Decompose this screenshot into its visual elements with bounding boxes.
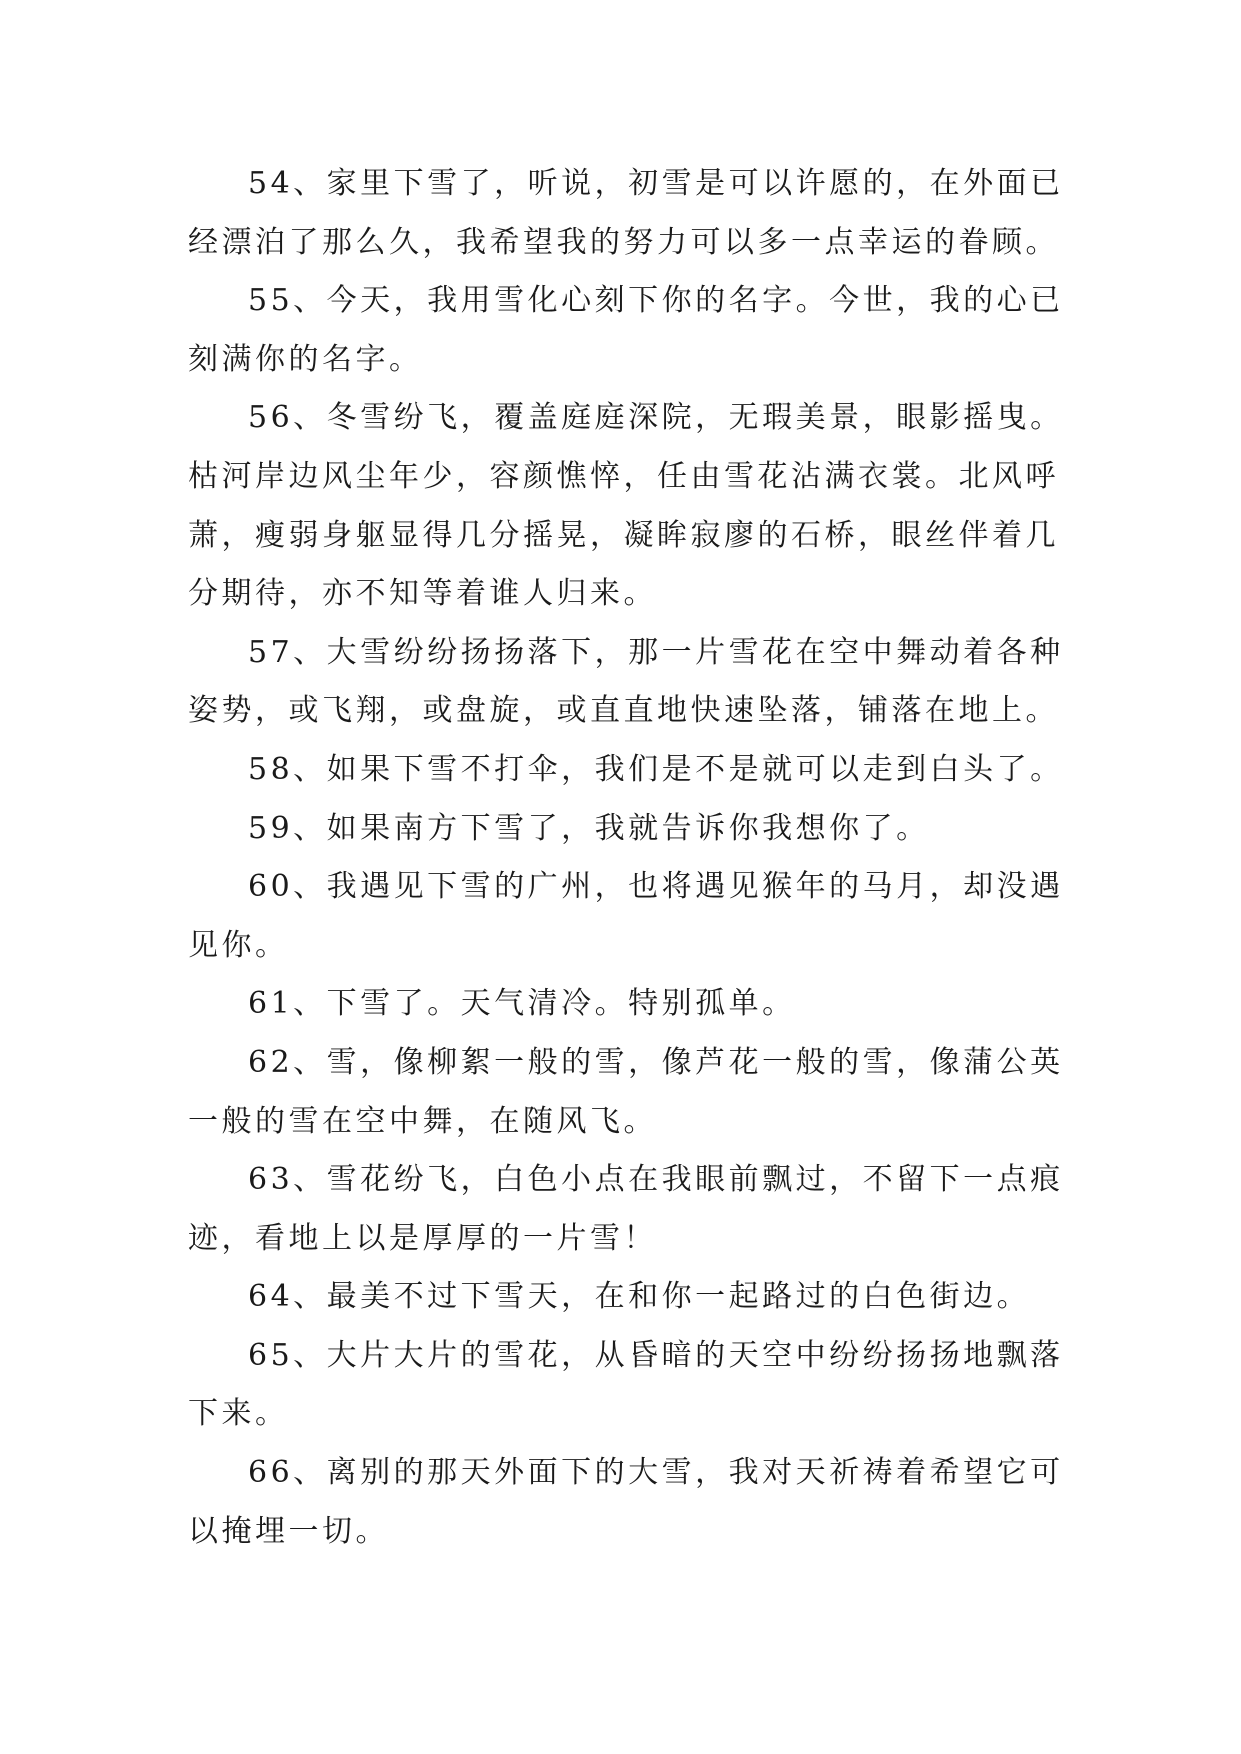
paragraph-54: [188, 155, 1068, 272]
paragraph-line: 58、如果下雪不打伞，我们是不是就可以走到白头了。: [248, 751, 1064, 787]
paragraph-line: 枯河岸边风尘年少，容颜憔悴，任由雪花沾满衣裳。北风呼: [188, 458, 1059, 494]
paragraph-line: 65、大片大片的雪花，从昏暗的天空中纷纷扬扬地飘落: [248, 1337, 1064, 1373]
paragraph-55: [188, 272, 1068, 389]
paragraph-line: 姿势，或飞翔，或盘旋，或直直地快速坠落，铺落在地上。: [188, 693, 1059, 729]
paragraph-56: [188, 389, 1068, 623]
paragraph-58: [188, 741, 1068, 800]
paragraph-61: [188, 975, 1068, 1034]
paragraph-line: 迹，看地上以是厚厚的一片雪！: [188, 1220, 657, 1256]
paragraph-line: 61、下雪了。天气清冷。特别孤单。: [248, 986, 796, 1022]
paragraph-line: 下来。: [188, 1396, 289, 1432]
paragraph-62: [188, 1034, 1068, 1151]
paragraph-line: 一般的雪在空中舞，在随风飞。: [188, 1103, 657, 1139]
paragraph-60: [188, 858, 1068, 975]
paragraph-line: 59、如果南方下雪了，我就告诉你我想你了。: [248, 810, 930, 846]
paragraph-64: [188, 1268, 1068, 1327]
paragraph-line: 54、家里下雪了，听说，初雪是可以许愿的，在外面已: [248, 166, 1064, 201]
paragraph-line: 57、大雪纷纷扬扬落下，那一片雪花在空中舞动着各种: [248, 634, 1064, 670]
paragraph-59: [188, 800, 1068, 859]
paragraph-line: 见你。: [188, 927, 289, 963]
paragraph-line: 经漂泊了那么久，我希望我的努力可以多一点幸运的眷顾。: [188, 224, 1059, 260]
paragraph-57: [188, 624, 1068, 741]
paragraph-65: [188, 1327, 1068, 1444]
paragraph-line: 56、冬雪纷飞，覆盖庭庭深院，无瑕美景，眼影摇曳。: [248, 400, 1064, 436]
paragraph-line: 62、雪，像柳絮一般的雪，像芦花一般的雪，像蒲公英: [248, 1044, 1064, 1080]
paragraph-line: 分期待，亦不知等着谁人归来。: [188, 576, 657, 612]
document-body: [188, 155, 1068, 1561]
paragraph-63: [188, 1151, 1068, 1268]
paragraph-line: 60、我遇见下雪的广州，也将遇见猴年的马月，却没遇: [248, 869, 1064, 905]
paragraph-line: 63、雪花纷飞，白色小点在我眼前飘过，不留下一点痕: [248, 1162, 1064, 1198]
paragraph-line: 55、今天，我用雪化心刻下你的名字。今世，我的心已: [248, 283, 1064, 319]
paragraph-line: 萧，瘦弱身躯显得几分摇晃，凝眸寂廖的石桥，眼丝伴着几: [188, 517, 1059, 553]
paragraph-line: 66、离别的那天外面下的大雪，我对天祈祷着希望它可: [248, 1455, 1064, 1491]
paragraph-line: 刻满你的名字。: [188, 341, 423, 377]
paragraph-66: [188, 1444, 1068, 1561]
paragraph-line: 以掩埋一切。: [188, 1513, 389, 1549]
paragraph-line: 64、最美不过下雪天，在和你一起路过的白色街边。: [248, 1279, 1031, 1315]
